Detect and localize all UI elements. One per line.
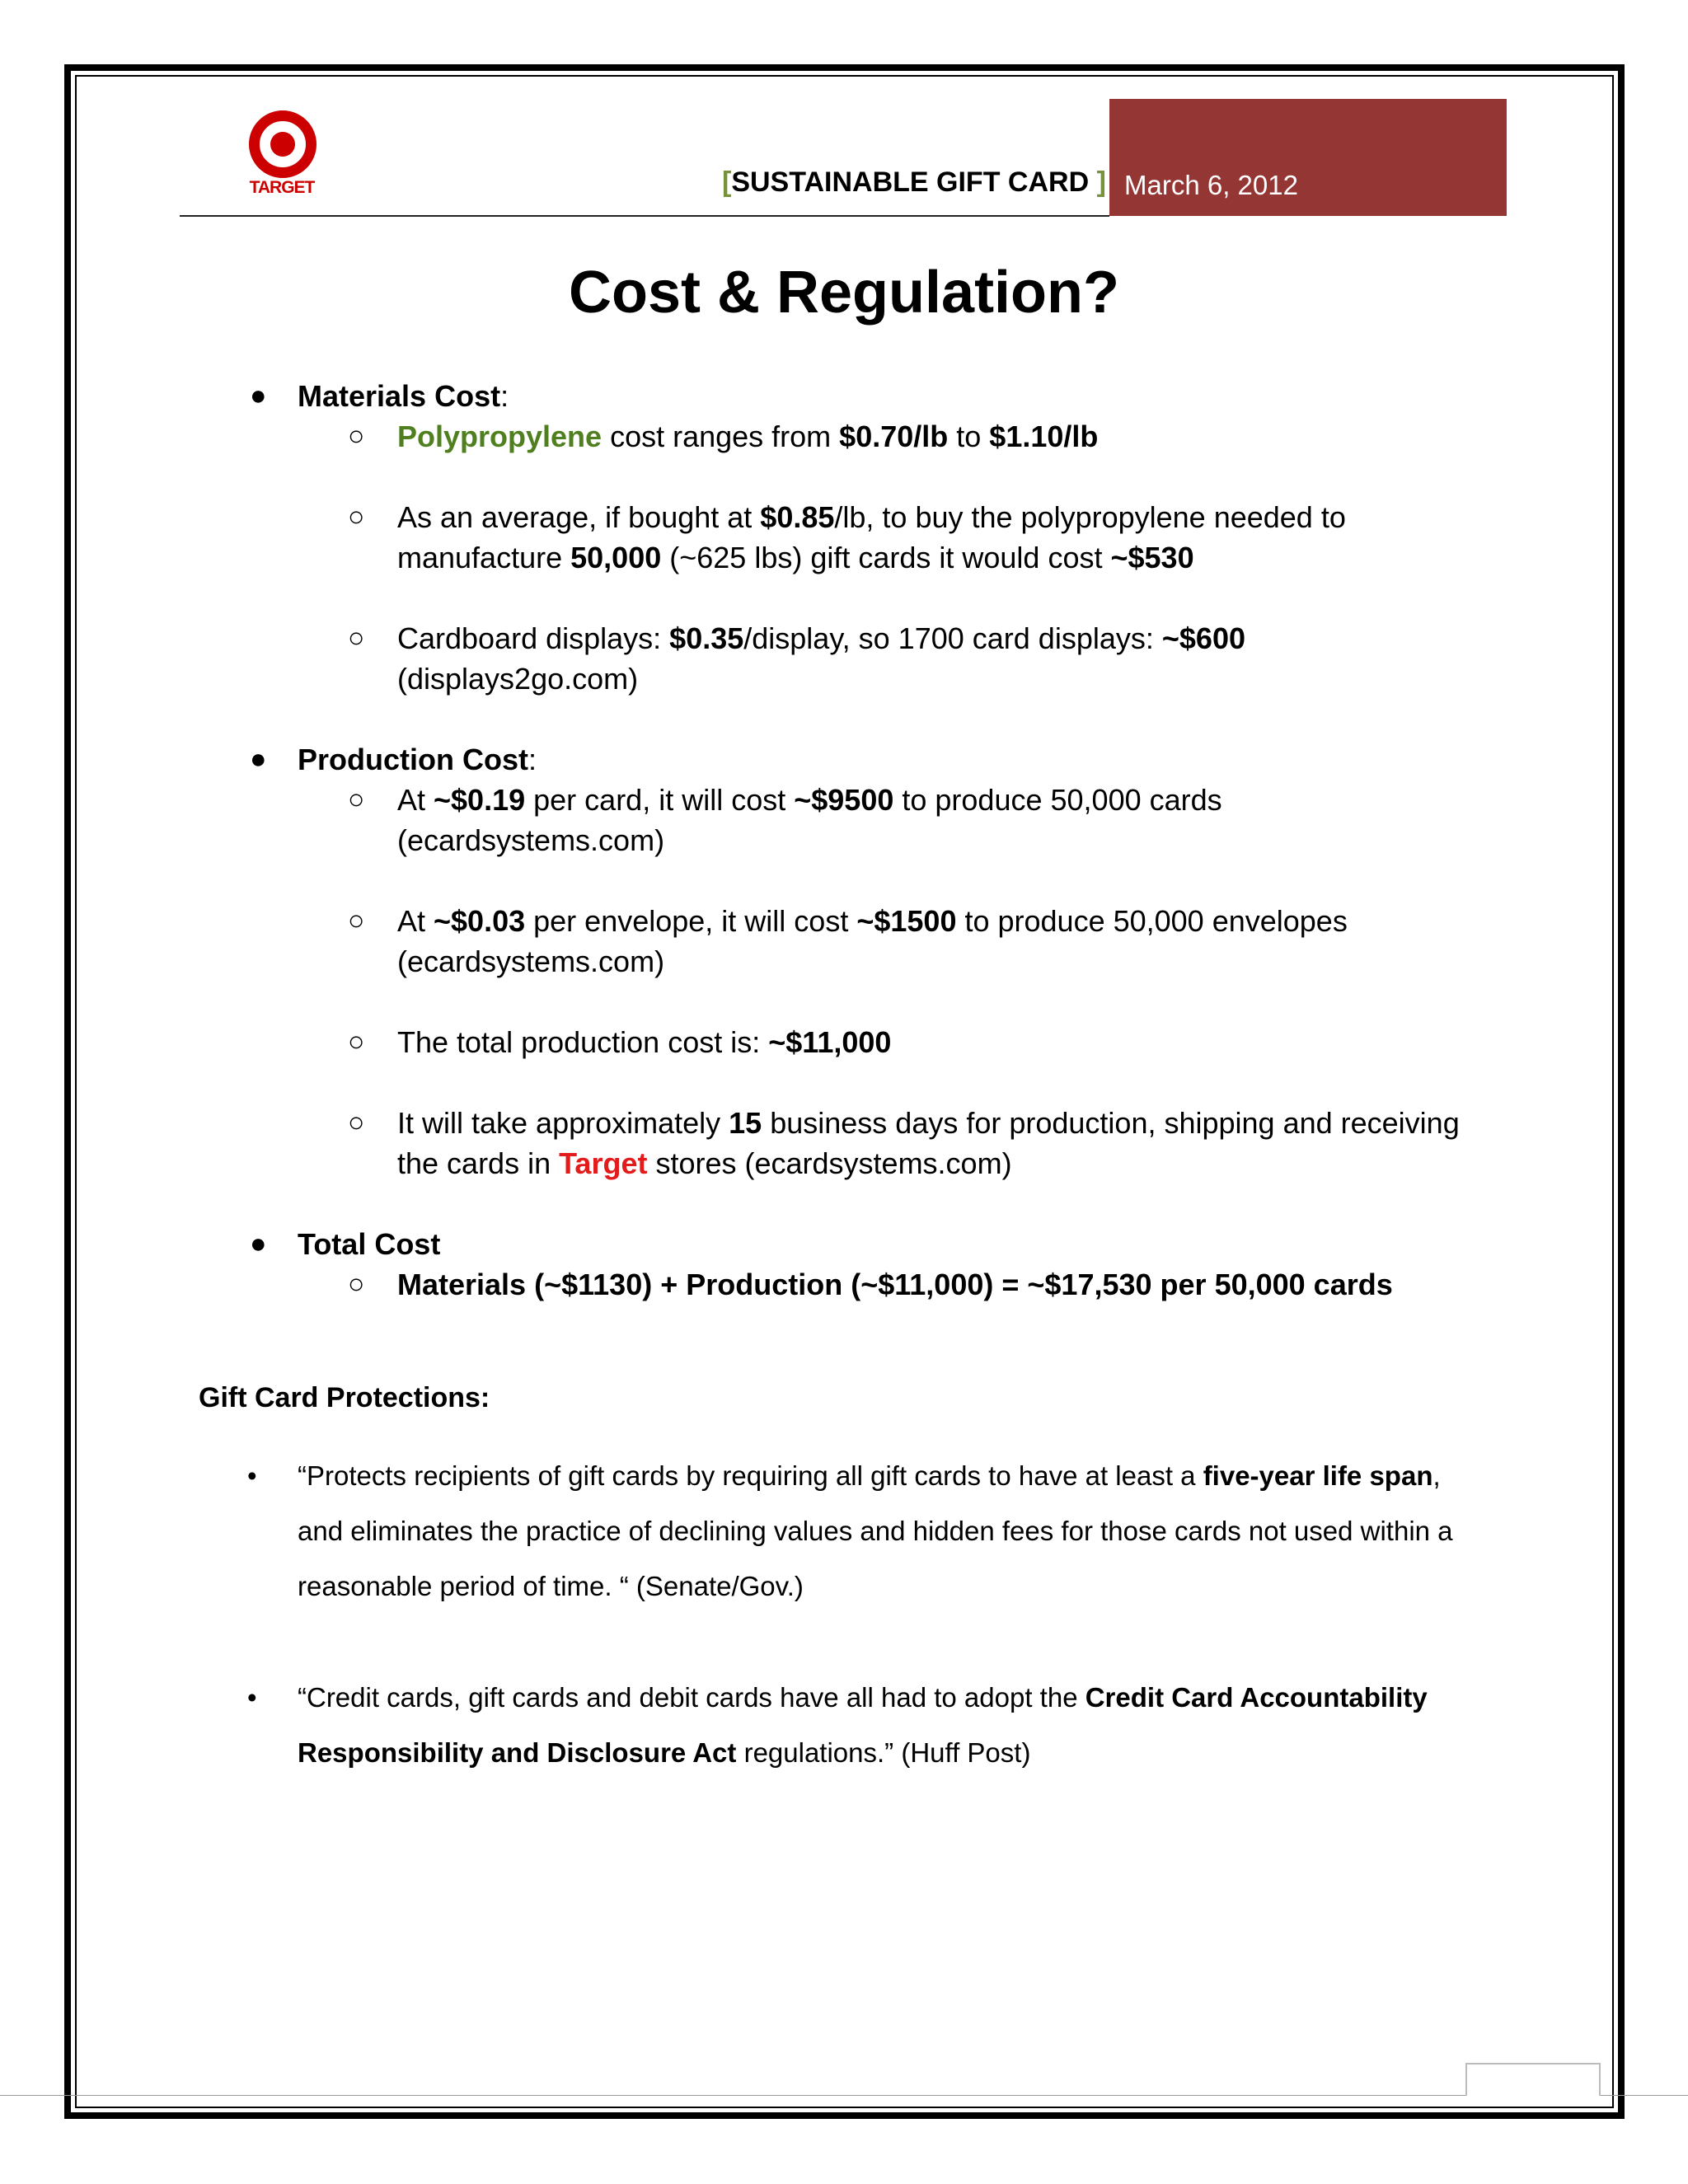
production-item-2-line-2: (ecardsystems.com)	[397, 944, 665, 978]
bullet-icon: ●	[250, 743, 267, 775]
sub-bullet-icon: ○	[348, 784, 365, 815]
protections-item-2-line-2: Responsibility and Disclosure Act regulations.” (Huff Post)	[298, 1737, 1031, 1768]
sub-bullet-icon: ○	[348, 1268, 365, 1300]
small-bullet-icon: •	[247, 1682, 257, 1713]
footer-rule	[1599, 2095, 1688, 2096]
production-item-2-line-1: At ~$0.03 per envelope, it will cost ~$1500 to produce 50,000 envelopes	[397, 904, 1348, 938]
sub-bullet-icon: ○	[348, 1026, 365, 1057]
protections-item-2-line-1: “Credit cards, gift cards and debit cards have all had to adopt the Credit Card Accountability	[298, 1682, 1428, 1713]
production-item-4-line-2: the cards in Target stores (ecardsystems.com)	[397, 1146, 1012, 1180]
total-heading: Total Cost	[298, 1227, 441, 1261]
header-title-text: SUSTAINABLE GIFT CARD	[731, 166, 1090, 198]
production-item-4-line-1: It will take approximately 15 business days for production, shipping and receiving	[397, 1106, 1460, 1140]
protections-item-1-line-2: and eliminates the practice of declining values and hidden fees for those cards not used within a	[298, 1516, 1453, 1546]
protections-item-1-line-1: “Protects recipients of gift cards by requiring all gift cards to have at least a five-year life span,	[298, 1460, 1441, 1491]
materials-heading: Materials Cost:	[298, 379, 509, 413]
production-item-3: The total production cost is: ~$11,000	[397, 1025, 892, 1059]
sub-bullet-icon: ○	[348, 622, 365, 654]
bracket-close: ]	[1096, 166, 1106, 198]
header-title	[722, 166, 1106, 199]
production-item-1-line-2: (ecardsystems.com)	[397, 823, 665, 857]
bullet-icon: ●	[250, 380, 267, 411]
header-date: March 6, 2012	[1124, 170, 1298, 200]
protections-item-1-line-3: reasonable period of time. “ (Senate/Gov.)	[298, 1571, 804, 1601]
materials-item-3-line-1: Cardboard displays: $0.35/display, so 1700 card displays: ~$600	[397, 621, 1245, 655]
sub-bullet-icon: ○	[348, 1107, 365, 1138]
materials-item-3-line-2: (displays2go.com)	[397, 662, 639, 696]
small-bullet-icon: •	[247, 1460, 257, 1491]
materials-item-2-line-2: manufacture 50,000 (~625 lbs) gift cards it would cost ~$530	[397, 541, 1194, 574]
sub-bullet-icon: ○	[348, 501, 365, 532]
bullet-icon: ●	[250, 1228, 267, 1259]
page-title: Cost & Regulation?	[569, 260, 1119, 326]
footer-rule	[0, 2095, 1465, 2096]
materials-item-2-line-1: As an average, if bought at $0.85/lb, to buy the polypropylene needed to	[397, 500, 1346, 534]
bracket-open: [	[722, 166, 732, 198]
date-box	[1109, 99, 1507, 216]
header-rule	[180, 215, 1109, 217]
total-item-1: Materials (~$1130) + Production (~$11,000) = ~$17,530 per 50,000 cards	[397, 1268, 1393, 1301]
target-logo-dot-icon	[270, 132, 295, 157]
protections-heading: Gift Card Protections:	[199, 1382, 490, 1413]
sub-bullet-icon: ○	[348, 905, 365, 936]
page-number-box	[1465, 2063, 1601, 2096]
sub-bullet-icon: ○	[348, 420, 365, 452]
materials-item-1: Polypropylene cost ranges from $0.70/lb to $1.10/lb	[397, 419, 1099, 453]
target-logo	[246, 110, 316, 201]
production-item-1-line-1: At ~$0.19 per card, it will cost ~$9500 to produce 50,000 cards	[397, 783, 1222, 817]
production-heading: Production Cost:	[298, 743, 537, 776]
logo-text: TARGET	[249, 178, 315, 197]
